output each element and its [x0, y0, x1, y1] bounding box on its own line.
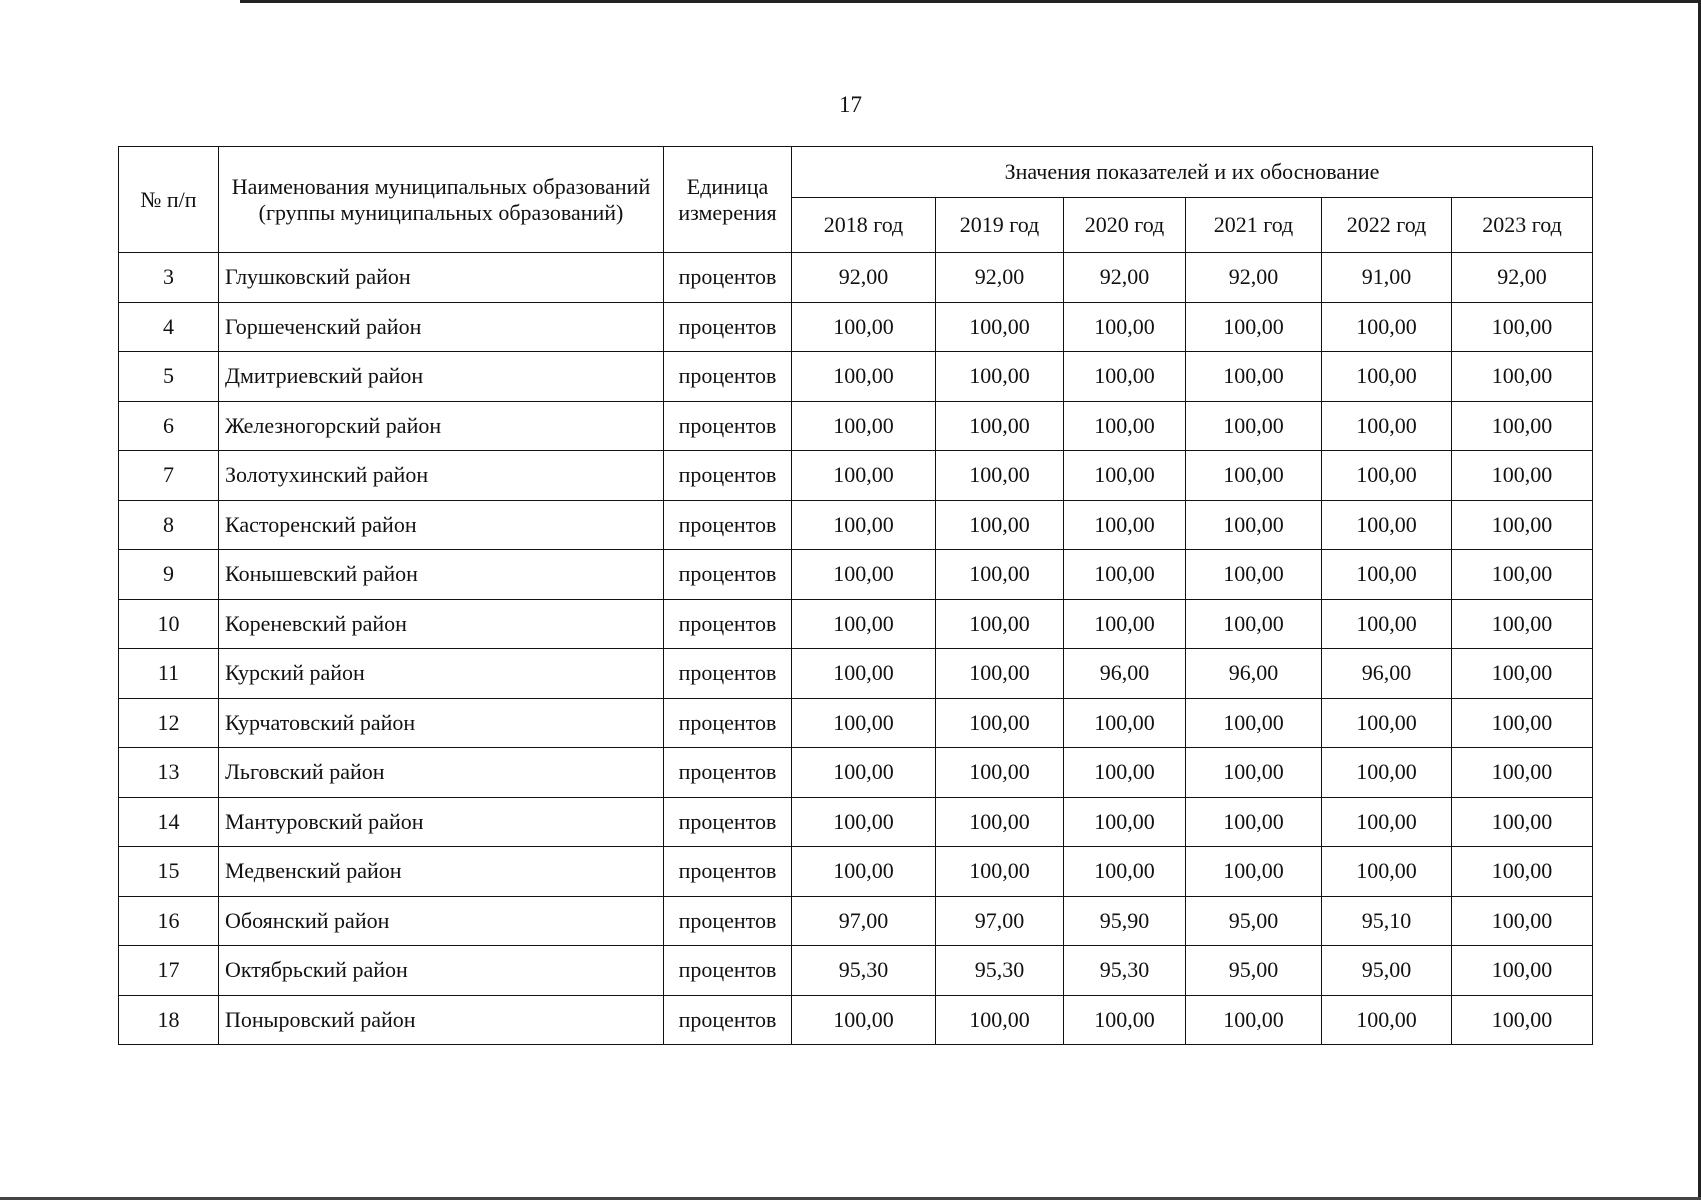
page-number: 17: [839, 92, 862, 117]
row-number: 4: [119, 302, 219, 352]
value-cell: 100,00: [936, 847, 1064, 897]
value-cell: 100,00: [1064, 797, 1186, 847]
row-number: 8: [119, 500, 219, 550]
value-cell: 100,00: [936, 352, 1064, 402]
header-year: 2023 год: [1452, 198, 1593, 253]
municipality-name: Поныровский район: [219, 995, 664, 1045]
value-cell: 100,00: [936, 500, 1064, 550]
unit-cell: процентов: [664, 649, 792, 699]
unit-cell: процентов: [664, 253, 792, 303]
value-cell: 100,00: [936, 748, 1064, 798]
table-row: [119, 946, 1593, 996]
table-row: [119, 896, 1593, 946]
row-number: 15: [119, 847, 219, 897]
value-cell: 100,00: [792, 302, 936, 352]
value-cell: 100,00: [1452, 698, 1593, 748]
municipality-name: Дмитриевский район: [219, 352, 664, 402]
header-row-top: [119, 147, 1593, 198]
value-cell: 95,00: [1186, 896, 1322, 946]
row-number: 7: [119, 451, 219, 501]
value-cell: 100,00: [1064, 302, 1186, 352]
value-cell: 100,00: [1452, 748, 1593, 798]
value-cell: 92,00: [936, 253, 1064, 303]
value-cell: 100,00: [1186, 302, 1322, 352]
value-cell: 100,00: [1064, 748, 1186, 798]
value-cell: 100,00: [792, 748, 936, 798]
table-row: [119, 352, 1593, 402]
row-number: 14: [119, 797, 219, 847]
row-number: 18: [119, 995, 219, 1045]
table-row: [119, 698, 1593, 748]
value-cell: 100,00: [1452, 847, 1593, 897]
row-number: 11: [119, 649, 219, 699]
value-cell: 100,00: [936, 995, 1064, 1045]
value-cell: 100,00: [1322, 797, 1452, 847]
value-cell: 100,00: [1064, 995, 1186, 1045]
header-unit: Единица измерения: [664, 147, 792, 253]
value-cell: 100,00: [936, 698, 1064, 748]
header-values-group: Значения показателей и их обоснование: [792, 147, 1593, 198]
row-number: 3: [119, 253, 219, 303]
municipality-name: Глушковский район: [219, 253, 664, 303]
value-cell: 100,00: [792, 847, 936, 897]
value-cell: 100,00: [792, 401, 936, 451]
value-cell: 92,00: [1452, 253, 1593, 303]
value-cell: 100,00: [1064, 500, 1186, 550]
municipality-name: Обоянский район: [219, 896, 664, 946]
header-num: № п/п: [119, 147, 219, 253]
value-cell: 100,00: [792, 550, 936, 600]
unit-cell: процентов: [664, 302, 792, 352]
row-number: 10: [119, 599, 219, 649]
row-number: 5: [119, 352, 219, 402]
value-cell: 100,00: [792, 698, 936, 748]
table-row: [119, 500, 1593, 550]
table-body: [119, 253, 1593, 1045]
value-cell: 100,00: [936, 550, 1064, 600]
value-cell: 100,00: [1186, 401, 1322, 451]
municipality-name: Курский район: [219, 649, 664, 699]
municipality-name: Железногорский район: [219, 401, 664, 451]
header-year: 2020 год: [1064, 198, 1186, 253]
value-cell: 100,00: [1322, 748, 1452, 798]
municipality-name: Медвенский район: [219, 847, 664, 897]
value-cell: 100,00: [1064, 352, 1186, 402]
value-cell: 100,00: [1186, 797, 1322, 847]
value-cell: 100,00: [1064, 401, 1186, 451]
header-year: 2022 год: [1322, 198, 1452, 253]
header-year: 2019 год: [936, 198, 1064, 253]
table-row: [119, 995, 1593, 1045]
value-cell: 100,00: [1064, 698, 1186, 748]
row-number: 16: [119, 896, 219, 946]
value-cell: 100,00: [1452, 352, 1593, 402]
value-cell: 100,00: [1186, 847, 1322, 897]
value-cell: 100,00: [1452, 500, 1593, 550]
municipality-name: Золотухинский район: [219, 451, 664, 501]
value-cell: 100,00: [1064, 550, 1186, 600]
value-cell: 97,00: [792, 896, 936, 946]
value-cell: 100,00: [936, 797, 1064, 847]
unit-cell: процентов: [664, 401, 792, 451]
municipality-name: Октябрьский район: [219, 946, 664, 996]
value-cell: 95,30: [1064, 946, 1186, 996]
value-cell: 100,00: [1452, 401, 1593, 451]
unit-cell: процентов: [664, 847, 792, 897]
unit-cell: процентов: [664, 352, 792, 402]
value-cell: 100,00: [1452, 302, 1593, 352]
value-cell: 100,00: [1452, 550, 1593, 600]
value-cell: 92,00: [1064, 253, 1186, 303]
value-cell: 100,00: [792, 797, 936, 847]
unit-cell: процентов: [664, 550, 792, 600]
value-cell: 100,00: [1452, 797, 1593, 847]
value-cell: 100,00: [1452, 896, 1593, 946]
value-cell: 100,00: [1322, 550, 1452, 600]
value-cell: 100,00: [792, 599, 936, 649]
table-header: [119, 147, 1593, 253]
value-cell: 100,00: [792, 451, 936, 501]
value-cell: 96,00: [1186, 649, 1322, 699]
value-cell: 100,00: [1186, 550, 1322, 600]
header-name: Наименования муниципальных образований (группы муниципальных образований): [219, 147, 664, 253]
indicators-table: [118, 146, 1593, 1045]
unit-cell: процентов: [664, 946, 792, 996]
value-cell: 100,00: [1186, 698, 1322, 748]
value-cell: 100,00: [936, 649, 1064, 699]
value-cell: 100,00: [1452, 946, 1593, 996]
value-cell: 100,00: [936, 451, 1064, 501]
row-number: 17: [119, 946, 219, 996]
unit-cell: процентов: [664, 748, 792, 798]
value-cell: 100,00: [1452, 451, 1593, 501]
unit-cell: процентов: [664, 451, 792, 501]
municipality-name: Курчатовский район: [219, 698, 664, 748]
value-cell: 100,00: [1452, 995, 1593, 1045]
value-cell: 100,00: [1186, 500, 1322, 550]
value-cell: 97,00: [936, 896, 1064, 946]
value-cell: 100,00: [1322, 698, 1452, 748]
table-row: [119, 550, 1593, 600]
table-row: [119, 847, 1593, 897]
value-cell: 96,00: [1322, 649, 1452, 699]
table-row: [119, 797, 1593, 847]
municipality-name: Льговский район: [219, 748, 664, 798]
municipality-name: Мантуровский район: [219, 797, 664, 847]
value-cell: 100,00: [1322, 995, 1452, 1045]
value-cell: 100,00: [1322, 451, 1452, 501]
table-row: [119, 649, 1593, 699]
unit-cell: процентов: [664, 896, 792, 946]
unit-cell: процентов: [664, 599, 792, 649]
value-cell: 100,00: [936, 599, 1064, 649]
value-cell: 100,00: [1322, 500, 1452, 550]
header-year: 2021 год: [1186, 198, 1322, 253]
value-cell: 95,30: [936, 946, 1064, 996]
unit-cell: процентов: [664, 500, 792, 550]
table-row: [119, 599, 1593, 649]
value-cell: 100,00: [936, 401, 1064, 451]
value-cell: 95,10: [1322, 896, 1452, 946]
value-cell: 92,00: [1186, 253, 1322, 303]
table-row: [119, 748, 1593, 798]
unit-cell: процентов: [664, 797, 792, 847]
value-cell: 100,00: [1064, 451, 1186, 501]
value-cell: 96,00: [1064, 649, 1186, 699]
value-cell: 100,00: [1322, 401, 1452, 451]
value-cell: 100,00: [1064, 599, 1186, 649]
table-row: [119, 401, 1593, 451]
unit-cell: процентов: [664, 995, 792, 1045]
table-row: [119, 302, 1593, 352]
municipality-name: Кореневский район: [219, 599, 664, 649]
row-number: 6: [119, 401, 219, 451]
value-cell: 95,30: [792, 946, 936, 996]
municipality-name: Касторенский район: [219, 500, 664, 550]
value-cell: 100,00: [1452, 599, 1593, 649]
value-cell: 100,00: [1186, 995, 1322, 1045]
row-number: 12: [119, 698, 219, 748]
value-cell: 92,00: [792, 253, 936, 303]
value-cell: 95,00: [1186, 946, 1322, 996]
row-number: 13: [119, 748, 219, 798]
municipality-name: Конышевский район: [219, 550, 664, 600]
value-cell: 91,00: [1322, 253, 1452, 303]
value-cell: 100,00: [936, 302, 1064, 352]
value-cell: 100,00: [792, 500, 936, 550]
header-year: 2018 год: [792, 198, 936, 253]
value-cell: 100,00: [1186, 352, 1322, 402]
municipality-name: Горшеченский район: [219, 302, 664, 352]
value-cell: 100,00: [1322, 352, 1452, 402]
value-cell: 100,00: [1322, 302, 1452, 352]
unit-cell: процентов: [664, 698, 792, 748]
scan-edge-top: [240, 0, 1701, 3]
value-cell: 95,00: [1322, 946, 1452, 996]
value-cell: 100,00: [792, 352, 936, 402]
value-cell: 100,00: [792, 995, 936, 1045]
table-row: [119, 253, 1593, 303]
value-cell: 100,00: [1452, 649, 1593, 699]
table-row: [119, 451, 1593, 501]
value-cell: 100,00: [1186, 748, 1322, 798]
value-cell: 100,00: [792, 649, 936, 699]
value-cell: 100,00: [1186, 599, 1322, 649]
value-cell: 100,00: [1186, 451, 1322, 501]
value-cell: 100,00: [1322, 847, 1452, 897]
value-cell: 95,90: [1064, 896, 1186, 946]
value-cell: 100,00: [1064, 847, 1186, 897]
value-cell: 100,00: [1322, 599, 1452, 649]
row-number: 9: [119, 550, 219, 600]
